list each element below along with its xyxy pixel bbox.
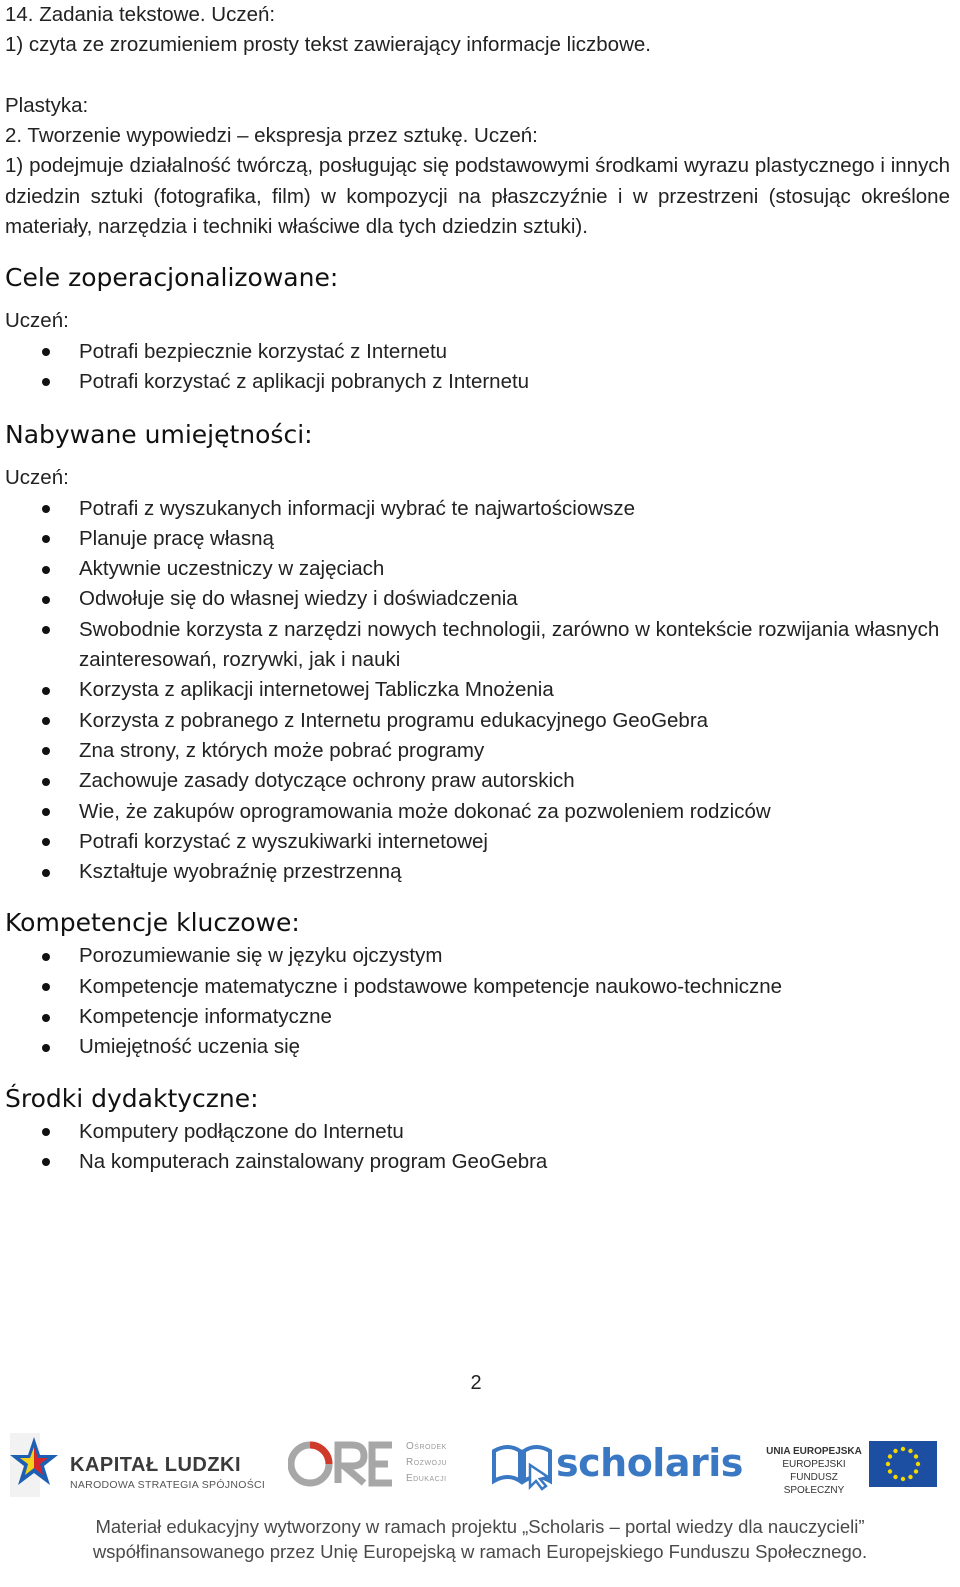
list-item: Planuje pracę własną bbox=[5, 524, 950, 554]
ore-logo-text: Ośrodek Rozwoju Edukacji bbox=[406, 1441, 448, 1484]
kompetencje-list bbox=[5, 941, 950, 1062]
kapital-ludzki-subtitle: NARODOWA STRATEGIA SPÓJNOŚCI bbox=[70, 1479, 266, 1491]
nabywane-heading: Nabywane umiejętności: bbox=[5, 420, 313, 450]
list-item: Porozumiewanie się w języku ojczystym bbox=[5, 941, 950, 971]
bullet-icon bbox=[42, 687, 50, 695]
nabywane-uczen: Uczeń: bbox=[5, 466, 69, 490]
list-item: Zna strony, z których może pobrać programy bbox=[5, 736, 950, 766]
bullet-icon bbox=[42, 1044, 50, 1052]
plastyka-line: 2. Tworzenie wypowiedzi – ekspresja przez sztukę. Uczeń: bbox=[5, 124, 538, 148]
list-item: Aktywnie uczestniczy w zajęciach bbox=[5, 554, 950, 584]
kompetencje-heading: Kompetencje kluczowe: bbox=[5, 908, 300, 938]
scholaris-logo-text: scholaris bbox=[556, 1441, 743, 1485]
bullet-icon bbox=[42, 747, 50, 755]
cele-uczen: Uczeń: bbox=[5, 309, 69, 333]
cele-list bbox=[5, 337, 950, 398]
srodki-heading: Środki dydaktyczne: bbox=[5, 1083, 259, 1113]
document-page bbox=[5, 0, 950, 1177]
list-item: Kompetencje matematyczne i podstawowe kompetencje naukowo-techniczne bbox=[5, 972, 950, 1002]
intro-line-1: 14. Zadania tekstowe. Uczeń: bbox=[5, 3, 276, 26]
list-item: Potrafi korzystać z wyszukiwarki internetowej bbox=[5, 827, 950, 857]
bullet-icon bbox=[42, 778, 50, 786]
bullet-icon bbox=[42, 1128, 50, 1136]
bullet-icon bbox=[42, 869, 50, 877]
intro-line-2: 1) czyta ze zrozumieniem prosty tekst zawierający informacje liczbowe. bbox=[5, 33, 651, 57]
eu-logo-text: UNIA EUROPEJSKA EUROPEJSKI FUNDUSZ SPOŁECZNY bbox=[766, 1446, 862, 1496]
bullet-icon bbox=[42, 1014, 50, 1022]
bullet-icon bbox=[42, 378, 50, 386]
list-item: Swobodnie korzysta z narzędzi nowych technologii, zarówno w kontekście rozwijania własnych zainteresowań, rozrywki, jak i nauki bbox=[5, 615, 950, 676]
list-item: Korzysta z aplikacji internetowej Tabliczka Mnożenia bbox=[5, 675, 950, 705]
kapital-ludzki-star-icon bbox=[10, 1433, 58, 1497]
list-item: Potrafi bezpiecznie korzystać z Internetu bbox=[5, 337, 950, 367]
footnote-line-2: współfinansowanego przez Unię Europejską w ramach Europejskiego Funduszu Społecznego. bbox=[92, 1541, 868, 1562]
ore-logo-icon bbox=[288, 1439, 396, 1489]
bullet-icon bbox=[42, 1158, 50, 1166]
list-item: Na komputerach zainstalowany program GeoGebra bbox=[5, 1147, 950, 1177]
plastyka-paragraph: 1) podejmuje działalność twórczą, posługując się podstawowymi środkami wyrazu plastycznego i innych dziedzin sztuki (fotografika, film) w kompozycji na płaszczyźnie i w przestrzeni (stosując określone materiały, narzędzia i techniki właściwe dla tych dziedzin sztuki). bbox=[5, 154, 950, 239]
footer-logos bbox=[0, 1425, 960, 1505]
list-item: Wie, że zakupów oprogramowania może dokonać za pozwoleniem rodziców bbox=[5, 797, 950, 827]
list-item: Korzysta z pobranego z Internetu programu edukacyjnego GeoGebra bbox=[5, 706, 950, 736]
list-item: Umiejętność uczenia się bbox=[5, 1032, 950, 1062]
scholaris-book-icon bbox=[490, 1439, 554, 1491]
list-item: Kształtuje wyobraźnię przestrzenną bbox=[5, 857, 950, 887]
list-item: Komputery podłączone do Internetu bbox=[5, 1117, 950, 1147]
project-footnote bbox=[0, 1514, 960, 1564]
list-item: Potrafi z wyszukanych informacji wybrać te najwartościowsze bbox=[5, 494, 950, 524]
bullet-icon bbox=[42, 808, 50, 816]
list-item: Zachowuje zasady dotyczące ochrony praw autorskich bbox=[5, 766, 950, 796]
footnote-line-1: Materiał edukacyjny wytworzony w ramach projektu „Scholaris – portal wiedzy dla nauczycieli” bbox=[95, 1516, 865, 1537]
cele-heading: Cele zoperacjonalizowane: bbox=[5, 263, 339, 293]
bullet-icon bbox=[42, 838, 50, 846]
plastyka-label: Plastyka: bbox=[5, 93, 89, 117]
list-item: Potrafi korzystać z aplikacji pobranych z Internetu bbox=[5, 367, 950, 397]
bullet-icon bbox=[42, 596, 50, 604]
bullet-icon bbox=[42, 717, 50, 725]
bullet-icon bbox=[42, 348, 50, 356]
nabywane-list bbox=[5, 494, 950, 888]
page-number: 2 bbox=[470, 1372, 482, 1394]
bullet-icon bbox=[42, 953, 50, 961]
eu-flag-icon bbox=[869, 1441, 937, 1487]
bullet-icon bbox=[42, 983, 50, 991]
list-item: Odwołuje się do własnej wiedzy i doświadczenia bbox=[5, 584, 950, 614]
bullet-icon bbox=[42, 505, 50, 513]
bullet-icon bbox=[42, 535, 50, 543]
bullet-icon bbox=[42, 626, 50, 634]
srodki-list bbox=[5, 1117, 950, 1178]
bullet-icon bbox=[42, 566, 50, 574]
list-item: Kompetencje informatyczne bbox=[5, 1002, 950, 1032]
kapital-ludzki-title: KAPITAŁ LUDZKI bbox=[70, 1454, 242, 1476]
